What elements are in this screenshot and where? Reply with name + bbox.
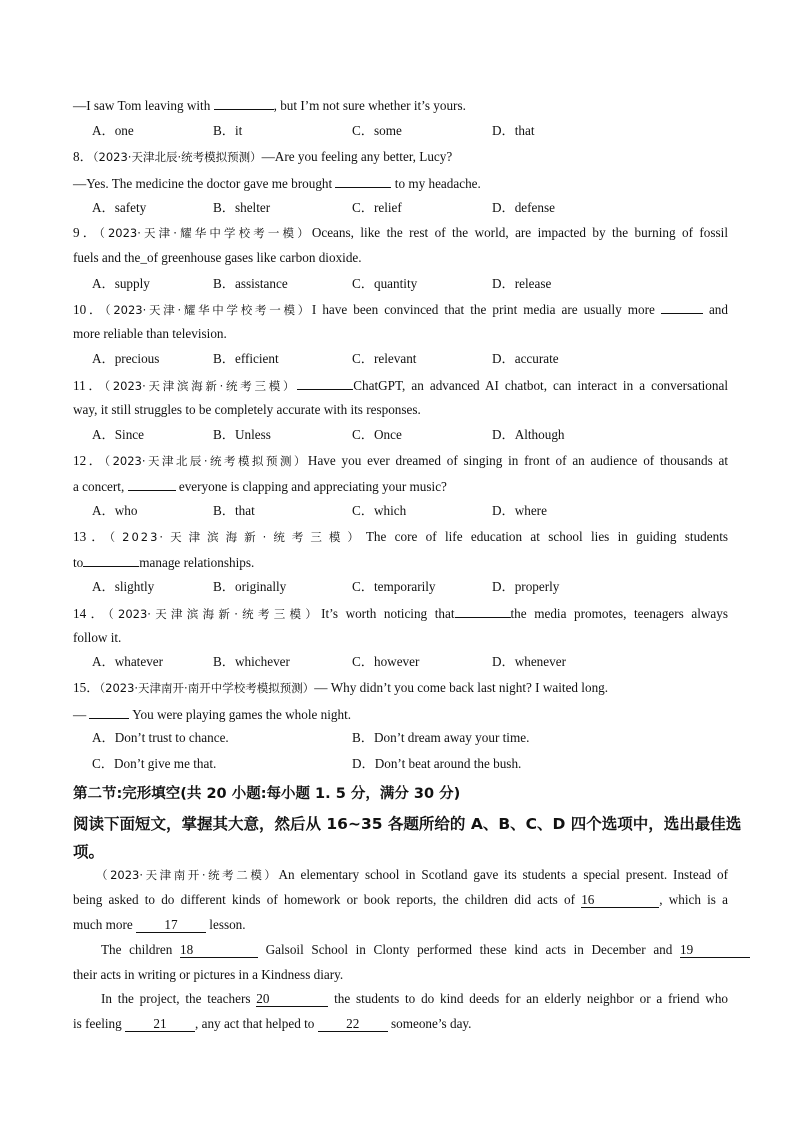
q10-option-a[interactable]: A．precious [92, 351, 160, 366]
q8-blank[interactable] [335, 173, 391, 188]
q15-number: 15． [73, 680, 100, 695]
section2-title: 第二节:完形填空(共 20 小题:每小题 1. 5 分，满分 30 分) [73, 786, 461, 802]
q9-option-d[interactable]: D．release [492, 276, 552, 291]
passage-p1-line3 [73, 915, 728, 935]
passage-p3-line1-b: the students to do kind deeds for an elderly neighbor or a friend who [334, 991, 729, 1006]
q15-stem [73, 678, 728, 698]
blank-19[interactable]: 19 [680, 943, 750, 958]
q8-line1: —Are you feeling any better, Lucy? [261, 149, 453, 164]
q14-stem-line2: follow it. [73, 630, 122, 645]
passage-p3-line2-b: , any act that helped to [195, 1016, 315, 1031]
q9-option-a[interactable]: A．supply [92, 276, 150, 291]
q10-stem-line2: more reliable than television. [73, 326, 227, 341]
q11-line1-post: ChatGPT, an advanced AI chatbot, can interact in a conversational [353, 378, 728, 393]
passage-p1-line2-pre: being asked to do different kinds of homework or book reports, the children did acts of [73, 892, 575, 907]
q8-stem [73, 147, 728, 167]
q7-stem-text: —I saw Tom leaving with [73, 98, 211, 113]
passage-p3-line1 [101, 989, 728, 1009]
q8-stem-line2 [73, 173, 728, 194]
q13-option-a[interactable]: A．slightly [92, 579, 155, 594]
q11-blank[interactable] [297, 375, 353, 390]
q11-option-c[interactable]: C．Once [352, 427, 402, 442]
q11-option-b[interactable]: B．Unless [213, 427, 271, 442]
passage-p3-line1-a: In the project, the teachers [101, 991, 251, 1006]
q8-option-a[interactable]: A．safety [92, 200, 147, 215]
q13-line1: The core of life education at school lies in guiding students [365, 529, 729, 544]
q13-stem-line2 [73, 552, 728, 573]
q12-line1: Have you ever dreamed of singing in front of an audience of thousands at [307, 453, 728, 468]
passage-p1-line1 [96, 865, 728, 885]
q10-blank[interactable] [661, 299, 703, 314]
q12-line2-pre: a concert, [73, 479, 125, 494]
q7-option-c[interactable]: C．some [352, 123, 402, 138]
q15-source: （2023·天津南开·南开中学校考模拟预测） [99, 681, 315, 695]
passage-p1-line2-post: , which is a [659, 892, 729, 907]
q12-stem [73, 451, 728, 471]
q11-stem-line2: way, it still struggles to be completely accurate with its responses. [73, 402, 421, 417]
q11-option-a[interactable]: A．Since [92, 427, 145, 442]
blank-17[interactable]: 17 [136, 918, 206, 933]
q12-number: 12． [73, 453, 105, 468]
q14-stem [73, 603, 728, 624]
q8-option-b[interactable]: B．shelter [213, 200, 271, 215]
q13-option-c[interactable]: C．temporarily [352, 579, 436, 594]
q9-option-c[interactable]: C．quantity [352, 276, 418, 291]
q12-option-c[interactable]: C．which [352, 503, 407, 518]
passage-p3-line2 [73, 1014, 728, 1034]
q13-source: （2023·天津滨海新·统考三模） [109, 530, 366, 544]
q9-stem [73, 223, 728, 243]
q9-number: 9． [73, 225, 100, 240]
passage-p2-line1-a: The children [101, 942, 173, 957]
q13-line2-pre: to [73, 555, 84, 570]
q15-blank[interactable] [89, 704, 129, 719]
q11-source: （2023·天津滨海新·统考三模） [104, 379, 298, 393]
q13-line2-post: manage relationships. [139, 555, 255, 570]
section2-instruction-line1: 阅读下面短文，掌握其大意，然后从 16~35 各题所给的 A、B、C、D 四个选项中，选出最佳选 [73, 815, 742, 833]
blank-20[interactable]: 20 [256, 992, 328, 1007]
q14-option-d[interactable]: D．whenever [492, 654, 566, 669]
blank-22[interactable]: 22 [318, 1017, 388, 1032]
q14-option-c[interactable]: C．however [352, 654, 420, 669]
q9-option-b[interactable]: B．assistance [213, 276, 288, 291]
blank-21[interactable]: 21 [125, 1017, 195, 1032]
q14-option-a[interactable]: A．whatever [92, 654, 164, 669]
passage-p2-line1 [101, 940, 750, 960]
q10-option-c[interactable]: C．relevant [352, 351, 417, 366]
q10-source: （2023·天津·耀华中学校考一模） [104, 303, 312, 317]
q7-option-d[interactable]: D．that [492, 123, 535, 138]
q12-stem-line2 [73, 476, 728, 497]
q13-option-b[interactable]: B．originally [213, 579, 287, 594]
q12-line2-post: everyone is clapping and appreciating your music? [178, 479, 447, 494]
q15-option-c[interactable]: C．Don’t give me that. [92, 756, 217, 771]
q14-source: （2023·天津滨海新·统考三模） [107, 607, 322, 621]
q8-line2-pre: —Yes. The medicine the doctor gave me brought [73, 176, 333, 191]
q10-number: 10． [73, 302, 105, 317]
q13-blank[interactable] [83, 552, 139, 567]
blank-18[interactable]: 18 [180, 943, 258, 958]
q15-option-a[interactable]: A．Don’t trust to chance. [92, 730, 229, 745]
q7-blank[interactable] [214, 95, 274, 110]
q9-line1: Oceans, like the rest of the world, are impacted by the burning of fossil [311, 225, 728, 240]
q15-line2-post: You were playing games the whole night. [132, 707, 352, 722]
section2-instruction-line2: 项。 [73, 843, 105, 861]
q13-stem [73, 527, 728, 547]
q8-option-d[interactable]: D．defense [492, 200, 555, 215]
q7-stem-end: , but I’m not sure whether it’s yours. [273, 98, 466, 113]
passage-p1-line3-pre: much more [73, 917, 133, 932]
q10-option-b[interactable]: B．efficient [213, 351, 279, 366]
passage-p1-line1-text: An elementary school in Scotland gave its students a special present. Instead of [278, 867, 729, 882]
passage-p3-line2-a: is feeling [73, 1016, 122, 1031]
passage-source: （2023·天津南开·统考二模） [96, 868, 279, 882]
blank-16[interactable]: 16 [581, 893, 659, 908]
q10-line1-post: and [708, 302, 728, 317]
q14-line1-post: the media promotes, teenagers always [510, 606, 728, 621]
q11-stem [73, 375, 728, 396]
q9-stem-line2: fuels and the_of greenhouse gases like carbon dioxide. [73, 250, 362, 265]
passage-p2-line1-b: Galsoil School in Clonty performed these kind acts in December and [265, 942, 673, 957]
q9-source: （2023·天津·耀华中学校考一模） [99, 226, 312, 240]
q11-option-d[interactable]: D．Although [492, 427, 565, 442]
q12-option-a[interactable]: A．who [92, 503, 138, 518]
q10-stem [73, 299, 728, 320]
q13-option-d[interactable]: D．properly [492, 579, 560, 594]
q8-number: 8． [73, 149, 93, 164]
q14-option-b[interactable]: B．whichever [213, 654, 290, 669]
q7-option-a[interactable]: A．one [92, 123, 134, 138]
q11-number: 11． [73, 378, 105, 393]
q10-option-d[interactable]: D．accurate [492, 351, 559, 366]
q15-option-b[interactable]: B．Don’t dream away your time. [352, 730, 530, 745]
q14-blank[interactable] [455, 603, 511, 618]
passage-p3-line2-c: someone’s day. [391, 1016, 472, 1031]
q7-stem [73, 95, 728, 116]
q8-option-c[interactable]: C．relief [352, 200, 402, 215]
q7-option-b[interactable]: B．it [213, 123, 243, 138]
q12-blank[interactable] [128, 476, 176, 491]
q14-number: 14． [73, 606, 108, 621]
q14-line1-pre: It’s worth noticing that [321, 606, 455, 621]
q12-option-d[interactable]: D．where [492, 503, 547, 518]
passage-p1-line3-post: lesson. [209, 917, 246, 932]
q10-line1-pre: I have been convinced that the print media are usually more [311, 302, 655, 317]
q13-number: 13． [73, 529, 110, 544]
q15-stem-line2 [73, 704, 728, 725]
q15-line2-pre: — [73, 707, 87, 722]
q8-source: （2023·天津北辰·统考模拟预测） [92, 150, 262, 164]
q15-line1: — Why didn’t you come back last night? I waited long. [314, 680, 609, 695]
passage-p1-line2 [73, 890, 728, 910]
q12-option-b[interactable]: B．that [213, 503, 255, 518]
passage-p2-line2: their acts in writing or pictures in a Kindness diary. [73, 967, 344, 982]
q8-line2-post: to my headache. [394, 176, 481, 191]
q15-option-d[interactable]: D．Don’t beat around the bush. [352, 756, 522, 771]
q12-source: （2023·天津北辰·统考模拟预测） [104, 454, 308, 468]
